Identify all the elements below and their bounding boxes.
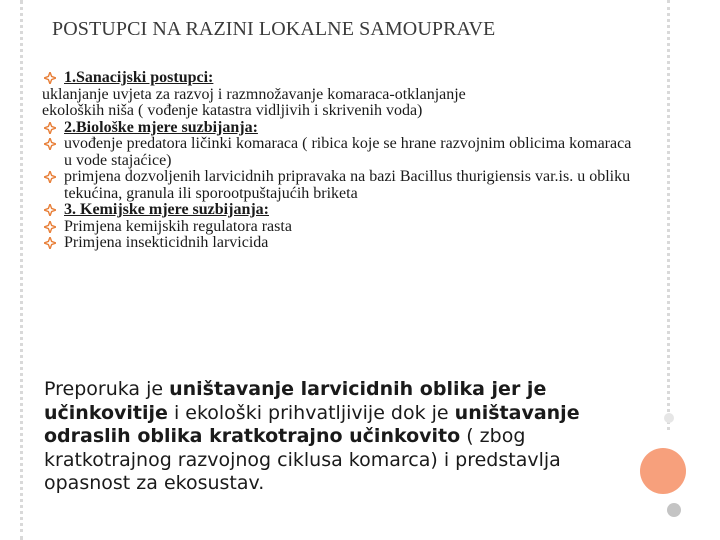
conclusion-text: ( zbog kratkotrajnog razvojnog ciklusa komarca) i predstavlja opasnost za ekosustav. (44, 425, 561, 494)
bullet-text: Primjena insekticidnih larvicida (64, 234, 269, 251)
heading-sanacijski: 1.Sanacijski postupci: (64, 69, 214, 86)
diamond-bullet-icon (44, 221, 56, 233)
conclusion-emphasis: uništavanje larvicidnih oblika jer je učinkovitije (44, 378, 547, 424)
conclusion-text: i ekološki prihvatljivije dok je (167, 401, 455, 424)
bullet-item-kemijske (42, 202, 642, 219)
bullet-item (42, 136, 642, 169)
bullet-text: uvođenje predatora ličinki komaraca ( ribica koje se hrane razvojnim oblicima komaraca u vode stajaćice) (64, 135, 632, 169)
decorative-circle-orange (640, 448, 686, 494)
diamond-bullet-icon (44, 72, 56, 84)
decorative-circle-small (664, 413, 674, 423)
bullet-item (42, 219, 642, 236)
slide-title: POSTUPCI NA RAZINI LOKALNE SAMOUPRAVE (52, 18, 496, 40)
left-dotted-border (20, 0, 23, 540)
decorative-circle-gray (667, 503, 681, 517)
bullet-item (42, 235, 642, 252)
conclusion-emphasis: uništavanje odraslih oblika kratkotrajno učinkovito (44, 401, 580, 447)
paragraph-line: uklanjanje uvjeta za razvoj i razmnožavanje komaraca-otklanjanje (42, 85, 466, 103)
conclusion-paragraph (44, 378, 604, 496)
bullet-text: primjena dozvoljenih larvicidnih pripravaka na bazi Bacillus thurigiensis var.is. u obliku tekućina, granula ili sporootpuštajućih briketa (64, 168, 631, 202)
diamond-bullet-icon (44, 138, 56, 150)
diamond-bullet-icon (44, 171, 56, 183)
diamond-bullet-icon (44, 122, 56, 134)
conclusion-text: Preporuka je (44, 378, 170, 400)
right-dotted-border (667, 0, 670, 430)
slide-content (42, 70, 642, 252)
paragraph-line: ekoloških niša ( vođenje katastra vidljivih i skrivenih voda) (42, 102, 423, 119)
heading-bioloske: 2.Biološke mjere suzbijanja: (64, 118, 258, 136)
bullet-item (42, 169, 642, 202)
bullet-item-bioloske (42, 120, 642, 137)
bullet-item-sanacijski (42, 70, 642, 87)
diamond-bullet-icon (44, 204, 56, 216)
bullet-text: Primjena kemijskih regulatora rasta (64, 217, 292, 235)
heading-kemijske: 3. Kemijske mjere suzbijanja: (64, 201, 269, 218)
diamond-bullet-icon (44, 237, 56, 249)
